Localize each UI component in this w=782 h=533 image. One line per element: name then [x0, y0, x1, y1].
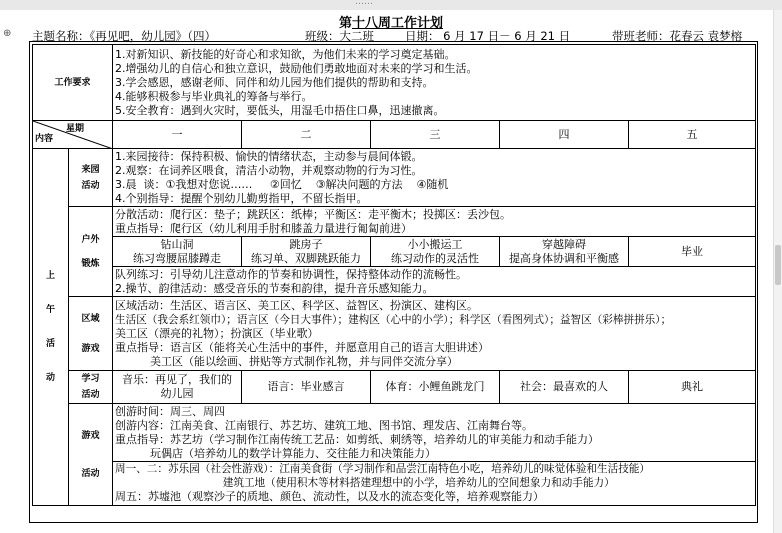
outdoor-label	[69, 207, 113, 297]
scrollbar-thumb[interactable]	[775, 245, 781, 285]
work-requirements-label: 工作要求	[33, 45, 113, 121]
zone-line: 区域活动：生活区、语言区、美工区、科学区、益智区、扮演区、建构区。	[115, 298, 479, 312]
game-line: 玩偶店（培养幼儿的数学计算能力、交往能力和决策能力）	[115, 447, 436, 460]
zone-line: 美工区（能以绘画、拼贴等方式制作礼物，并与同伴交流分享）	[115, 354, 458, 368]
game-label-line: 游戏	[81, 430, 100, 441]
morning-activities-label	[33, 149, 69, 506]
game-activity-content	[113, 404, 756, 506]
requirement-item: 2.增强幼儿的自信心和独立意识，鼓励他们勇敢地面对未来的学习和生活。	[115, 61, 478, 75]
learning-label-line: 活动	[81, 390, 100, 400]
outdoor-label-line: 锻炼	[81, 258, 100, 269]
drill-text: 队列练习：引导幼儿注意动作的节奏和协调性，保持整体动作的流畅性。	[115, 267, 468, 281]
work-requirements-content	[113, 45, 756, 121]
date-range: 日期： 6 月 17 日－ 6 月 21 日	[405, 29, 571, 43]
game-desc: 练习动作的灵活性	[391, 251, 480, 265]
outdoor-game-thu	[500, 237, 629, 267]
requirement-item: 4.能够积极参与毕业典礼的筹备与举行。	[115, 89, 313, 103]
learning-tue: 语言：毕业感言	[242, 371, 371, 404]
outdoor-game-tue	[242, 237, 371, 267]
arrival-item: 1.来园接待：保持积极、愉快的情绪状态，主动参与晨间体锻。	[115, 149, 423, 163]
corner-weekday-label: 星期	[66, 124, 85, 134]
weekday-content-corner	[33, 121, 113, 149]
weekday-tue: 二	[242, 121, 371, 149]
learning-label	[69, 371, 113, 404]
arrival-item: 2.观察：在词养区喂食，清洁小动物，并观察动物的行为习性。	[115, 163, 423, 177]
game-line: 建筑工地（使用积木等材料搭建理想中的小学，培养幼儿的空间想象力和动手能力）	[115, 477, 615, 489]
learning-label-line: 学习	[81, 374, 100, 384]
learning-thu: 社会：最喜欢的人	[500, 371, 629, 404]
game-line: 周五：苏墟池（观察沙子的质地、颜色、流动性，以及水的流态变化等，培养观察能力）	[115, 490, 545, 503]
zone-label-line: 游戏	[81, 343, 100, 354]
teachers: 带班老师：花春云 袁梦榕	[612, 29, 743, 43]
outdoor-game-mon	[113, 237, 242, 267]
learning-mon-line: 音乐：再见了，我们的	[122, 373, 233, 386]
zone-label-line: 区域	[81, 313, 100, 324]
weekday-wed: 三	[371, 121, 500, 149]
requirement-item: 1.对新知识、新技能的好奇心和求知欲，为他们未来的学习奠定基础。	[115, 47, 456, 61]
requirement-item: 3.学会感恩，感谢老师、同伴和幼儿园为他们提供的帮助和支持。	[115, 75, 434, 89]
morning-label-text: 上 午 活 动	[45, 271, 55, 383]
arrival-item: 4.个别指导：提醒个别幼儿勤剪指甲，不留长指甲。	[115, 191, 368, 205]
weekday-mon: 一	[113, 121, 242, 149]
corner-content-label: 内容	[35, 134, 54, 144]
outdoor-game-wed	[371, 237, 500, 267]
zone-line: 美工区（漂亮的礼物）；扮演区（毕业歌）	[115, 326, 319, 340]
learning-mon	[113, 371, 242, 404]
learning-wed: 体育：小鲤鱼跳龙门	[371, 371, 500, 404]
weekly-plan-table	[32, 44, 756, 506]
zone-play-content	[113, 297, 756, 371]
zone-line: 生活区（我会系红领巾）；语言区（今日大事件）；建构区（心中的小学）；科学区（看图列式）；益智区（彩棒拼拼乐）；	[115, 313, 672, 326]
outdoor-label-line: 户外	[81, 234, 100, 245]
game-desc: 练习弯腰屈膝蹲走	[133, 251, 222, 265]
title-prefix: 第	[338, 16, 352, 31]
outdoor-focus-text: 重点指导：爬行区（幼儿利用手肘和膝盖力量进行匍匐前进）	[115, 221, 413, 235]
top-toolbar-strip	[0, 0, 782, 10]
class-name: 班级：大二班	[305, 29, 374, 43]
zone-play-label	[69, 297, 113, 371]
vertical-scrollbar[interactable]	[773, 10, 782, 533]
title-week-number: 十八	[351, 16, 378, 31]
game-name: 小小搬运工	[407, 237, 463, 251]
game-line: 重点指导：苏艺坊（学习制作江南传统工艺品：如剪纸、刺绣等，培养幼儿的审美能力和动手能力）	[115, 433, 600, 446]
outdoor-friday: 毕业	[629, 237, 756, 267]
outdoor-zones-text: 分散活动：爬行区：垫子；跳跃区：纸棒；平衡区：走平衡木；投掷区：丢沙包。	[115, 207, 512, 221]
game-name: 跳房子	[289, 237, 323, 251]
game-name: 穿越障碍	[542, 237, 587, 251]
game-line: 创游时间：周三、周四	[115, 405, 226, 418]
learning-mon-line: 幼儿园	[160, 387, 194, 400]
game-name: 钻山洞	[160, 237, 194, 251]
weekday-fri: 五	[629, 121, 756, 149]
theme-name: 主题名称：《再见吧，幼儿园》（四）	[32, 29, 216, 43]
game-desc: 提高身体协调和平衡感	[509, 251, 620, 265]
game-label-line: 活动	[81, 468, 100, 479]
arrival-label-line: 来园	[81, 164, 100, 175]
game-activity-label	[69, 404, 113, 506]
arrival-content	[113, 149, 756, 207]
exercise-text: 2.操节、韵律活动：感受音乐的节奏和韵律，提升音乐感知能力。	[115, 281, 434, 295]
arrival-item: 3.晨 谈：①我想对您说…… ②回忆 ③解决问题的方法 ④随机	[115, 177, 449, 191]
title-suffix: 周工作计划	[378, 16, 444, 31]
game-desc: 练习单、双脚跳跃能力	[251, 251, 362, 265]
weekday-thu: 四	[500, 121, 629, 149]
arrival-label-line: 活动	[81, 180, 100, 191]
game-line: 创游内容：江南美食、江南银行、苏艺坊、建筑工地、图书馆、理发店、江南舞台等。	[115, 419, 534, 432]
learning-fri: 典礼	[629, 371, 756, 404]
arrival-label	[69, 149, 113, 207]
outdoor-zones	[113, 207, 756, 237]
requirement-item: 5.安全教育：遇到火灾时，要低头，用湿毛巾捂住口鼻，迅速撤离。	[115, 103, 445, 117]
outdoor-drill	[113, 267, 756, 297]
table-move-handle-icon[interactable]: ⊕	[3, 28, 12, 39]
game-line: 周一、二：苏乐园（社会性游戏）：江南美食街（学习制作和品尝江南特色小吃，培养幼儿的味觉体验和生活技能）	[113, 461, 755, 476]
header-faint-text: ……	[355, 0, 373, 7]
zone-line: 重点指导：语言区（能将关心生活中的事件，并愿意用自己的语言大胆讲述）	[115, 340, 490, 354]
